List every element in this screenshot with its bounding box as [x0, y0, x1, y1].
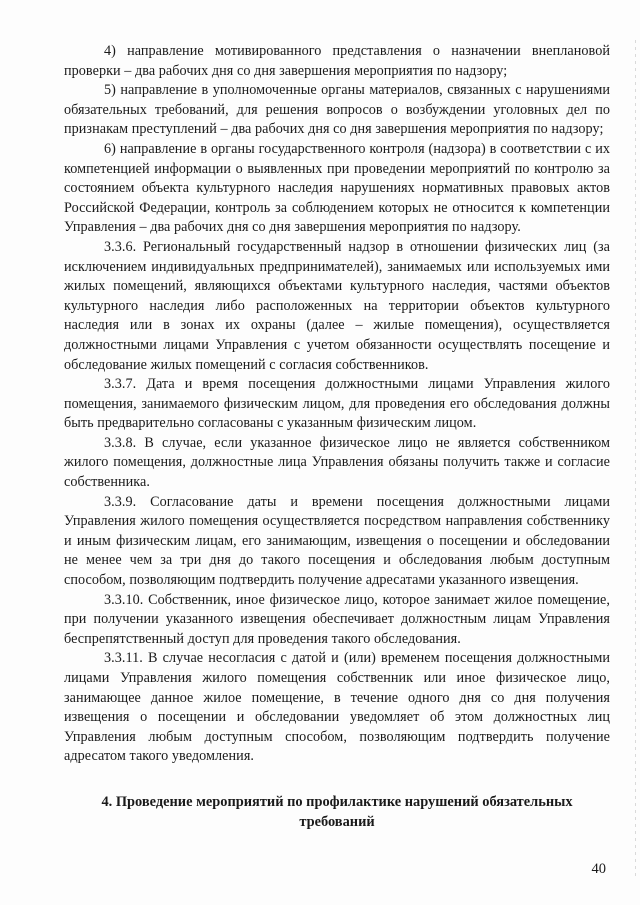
paragraph-3-3-9: 3.3.9. Согласование даты и времени посещения должностными лицами Управления жилого помещения осуществляется посредством направления собственнику и иным физическим лицам, его занимающим, извещения о посещении и обследовании не менее чем за три дня до такого посещения и обследования любым доступным способом, позволяющим подтвердить получение адресатами указанного извещения. [64, 493, 610, 589]
page-number: 40 [591, 861, 606, 877]
paragraph-item-5: 5) направление в уполномоченные органы материалов, связанных с нарушениями обязательных требований, для решения вопросов о возбуждении уголовных дел по признакам преступлений – два рабочих дня со дня завершения мероприятия по надзору; [64, 82, 610, 138]
paragraph-3-3-8: 3.3.8. В случае, если указанное физическое лицо не является собственником жилого помещения, должностные лица Управления обязаны получить также и согласие собственника. [64, 434, 610, 491]
paragraph-3-3-6: 3.3.6. Региональный государственный надзор в отношении физических лиц (за исключением индивидуальных предпринимателей), занимаемых или используемых ими жилых помещений, являющихся объектами культурного наследия, частями объектов культурного наследия либо расположенных на территории объектов культурного наследия или в зонах их охраны (далее – жилые помещения), осуществляется должностными лицами Управления с учетом обязанности осуществлять посещение и обследование жилых помещений с согласия собственников. [64, 238, 610, 373]
paragraph-item-4: 4) направление мотивированного представления о назначении внеплановой проверки – два рабочих дня со дня завершения мероприятия по надзору; [64, 43, 610, 79]
paragraph-item-6: 6) направление в органы государственного контроля (надзора) в соответствии с их компетенцией информации о выявленных при проведении мероприятий по контролю за состоянием объекта культурного наследия нарушениях нормативных правовых актов Российской Федерации, контроль за соблюдением которых не относится к компетенции Управления – два рабочих дня со дня завершения мероприятия по надзору. [64, 140, 610, 236]
scan-edge-artifact [635, 40, 636, 880]
document-body [64, 42, 610, 832]
paragraph-3-3-11: 3.3.11. В случае несогласия с датой и (или) временем посещения должностными лицами Управления жилого помещения собственник или иное физическое лицо, занимающее данное жилое помещение, в течение одного дня со дня получения извещения о посещении и обследовании уведомляет об этом должностных лиц Управления любым доступным способом, позволяющим подтвердить получение адресатом такого уведомления. [64, 650, 610, 765]
section-heading: 4. Проведение мероприятий по профилактике нарушений обязательных требований [101, 793, 573, 830]
paragraph-3-3-10: 3.3.10. Собственник, иное физическое лицо, которое занимает жилое помещение, при получении указанного извещения обеспечивает должностным лицам Управления беспрепятственный доступ для проведения такого обследования. [64, 591, 610, 647]
paragraph-3-3-7: 3.3.7. Дата и время посещения должностными лицами Управления жилого помещения, занимаемого физическим лицом, для проведения его обследования должны быть предварительно согласованы с указанным физическим лицом. [64, 376, 610, 432]
